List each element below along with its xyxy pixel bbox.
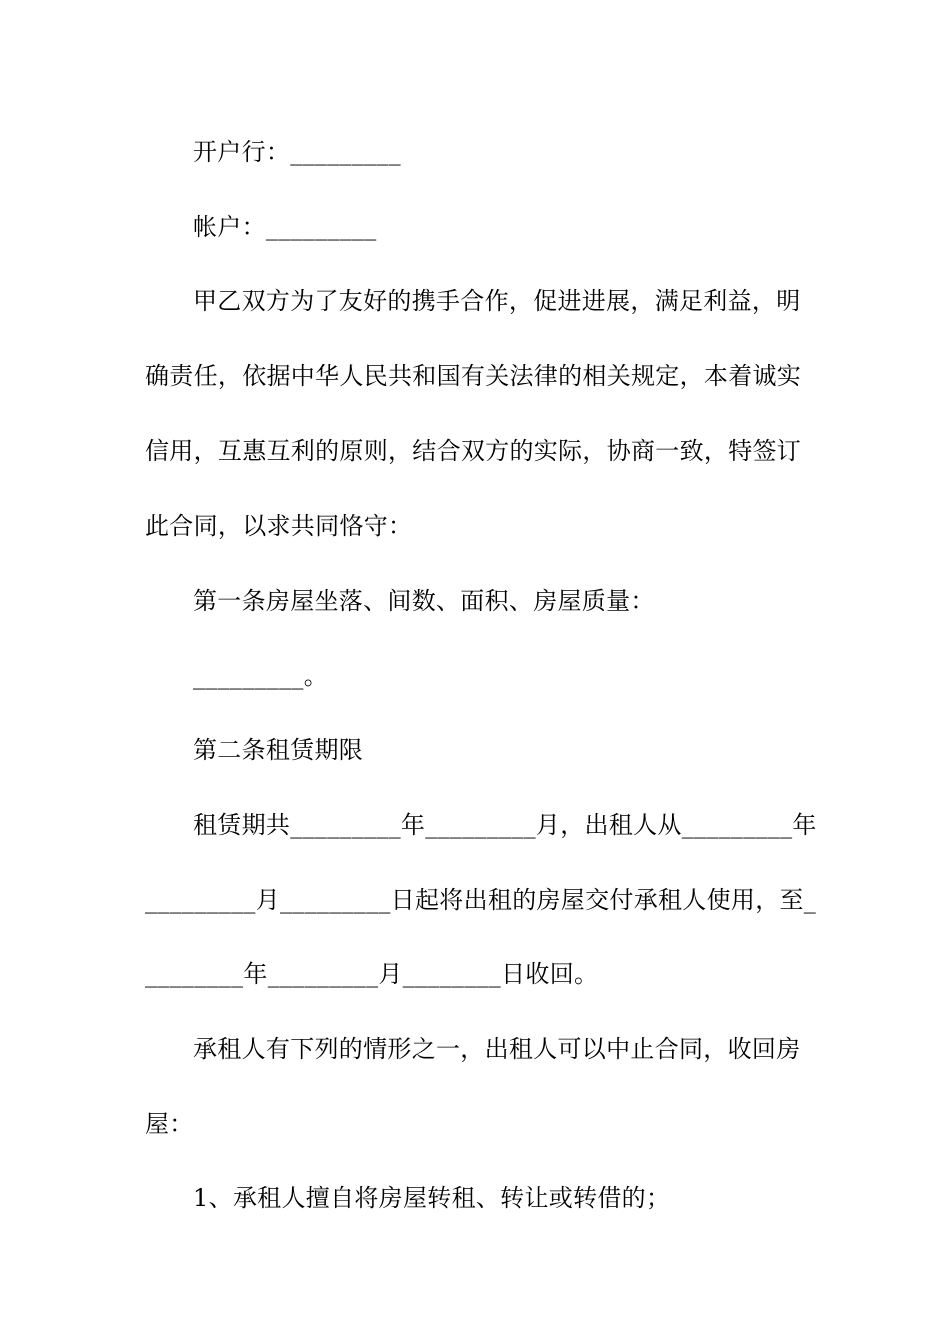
- preamble-line-3: 信用，互惠互利的原则，结合双方的实际，协商一致，特签订: [145, 437, 802, 465]
- preamble-line-4: 此合同，以求共同恪守：: [145, 512, 413, 540]
- preamble-line-2: 确责任，依据中华人民共和国有关法律的相关规定，本着诚实: [145, 362, 802, 390]
- termination-item-1: 1、承租人擅自将房屋转租、转让或转借的；: [193, 1184, 671, 1212]
- account-line: 帐户：_________: [193, 213, 377, 241]
- lease-term-line-3: ________年_________月________日收回。: [145, 960, 599, 988]
- lease-term-line-1: 租赁期共_________年_________月，出租人从_________年: [193, 811, 817, 839]
- article-2-heading: 第二条租赁期限: [193, 736, 364, 764]
- article-1-heading: 第一条房屋坐落、间数、面积、房屋质量：: [193, 587, 655, 615]
- bank-name-line: 开户行：_________: [193, 138, 401, 166]
- preamble-line-1: 甲乙双方为了友好的携手合作，促进进展，满足利益，明: [193, 287, 801, 315]
- termination-line-2: 屋：: [145, 1110, 194, 1138]
- article-1-blank: _________。: [193, 662, 328, 690]
- termination-line-1: 承租人有下列的情形之一，出租人可以中止合同，收回房: [193, 1035, 801, 1063]
- lease-term-line-2: _________月_________日起将出租的房屋交付承租人使用，至_: [145, 886, 817, 914]
